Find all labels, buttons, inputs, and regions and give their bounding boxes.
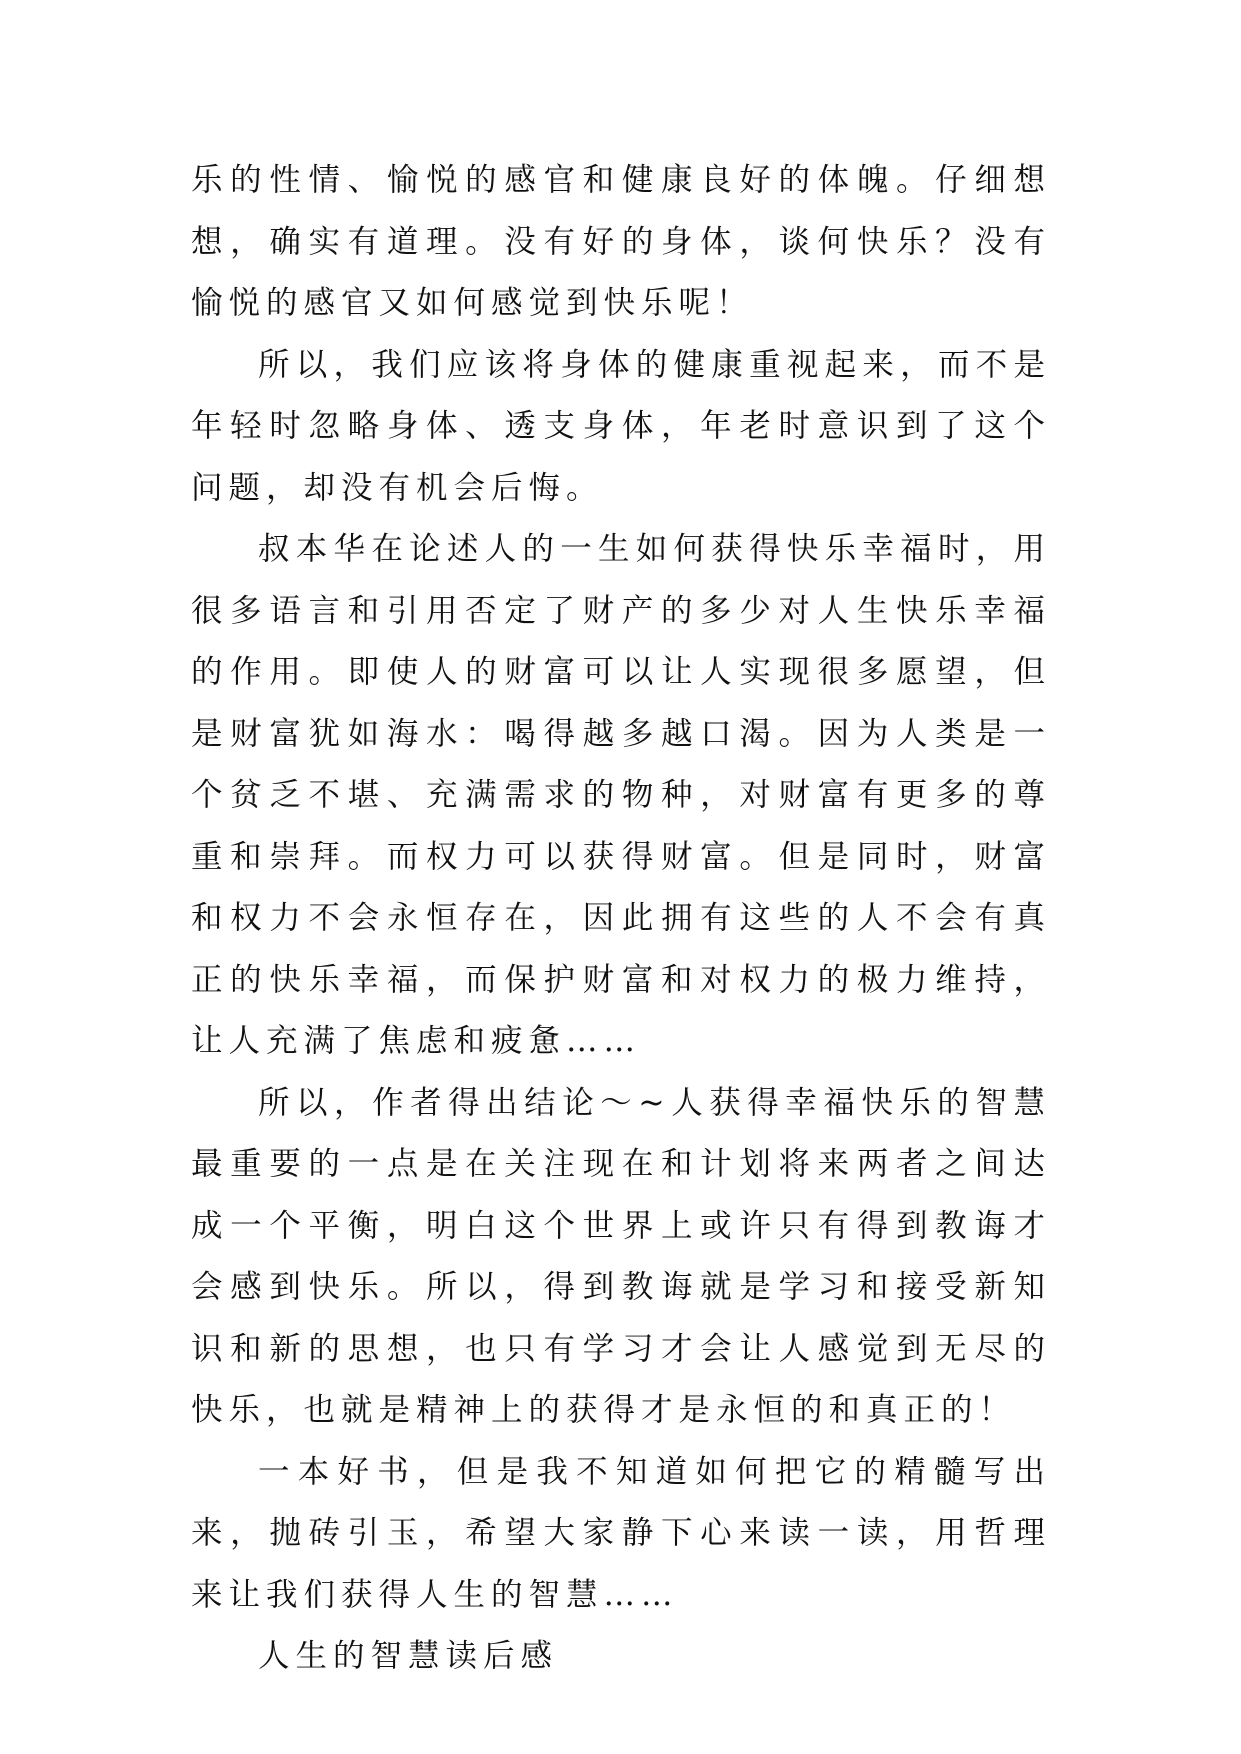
document-body: [191, 150, 1051, 1688]
paragraph-continuation: 乐的性情、愉悦的感官和健康良好的体魄。仔细想想，确实有道理。没有好的身体，谈何快乐？没有愉悦的感官又如何感觉到快乐呢！: [191, 162, 1051, 321]
paragraph-health: 所以，我们应该将身体的健康重视起来，而不是年轻时忽略身体、透支身体，年老时意识到了这个问题，却没有机会后悔。: [191, 346, 1051, 506]
paragraph-wealth: 叔本华在论述人的一生如何获得快乐幸福时，用很多语言和引用否定了财产的多少对人生快乐幸福的作用。即使人的财富可以让人实现很多愿望，但是财富犹如海水：喝得越多越口渴。因为人类是一个贫乏不堪、充满需求的物种，对财富有更多的尊重和崇拜。而权力可以获得财富。但是同时，财富和权力不会永恒存在，因此拥有这些的人不会有真正的快乐幸福，而保护财富和对权力的极力维持，让人充满了焦虑和疲惫……: [191, 531, 1051, 1059]
section-heading: 人生的智慧读后感: [258, 1638, 559, 1674]
paragraph-conclusion: 所以，作者得出结论～~人获得幸福快乐的智慧最重要的一点是在关注现在和计划将来两者之间达成一个平衡，明白这个世界上或许只有得到教诲才会感到快乐。所以，得到教诲就是学习和接受新知识和新的思想，也只有学习才会让人感觉到无尽的快乐，也就是精神上的获得才是永恒的和真正的！: [191, 1084, 1051, 1428]
paragraph-recommendation: 一本好书，但是我不知道如何把它的精髓写出来，抛砖引玉，希望大家静下心来读一读，用哲理来让我们获得人生的智慧……: [191, 1453, 1051, 1613]
